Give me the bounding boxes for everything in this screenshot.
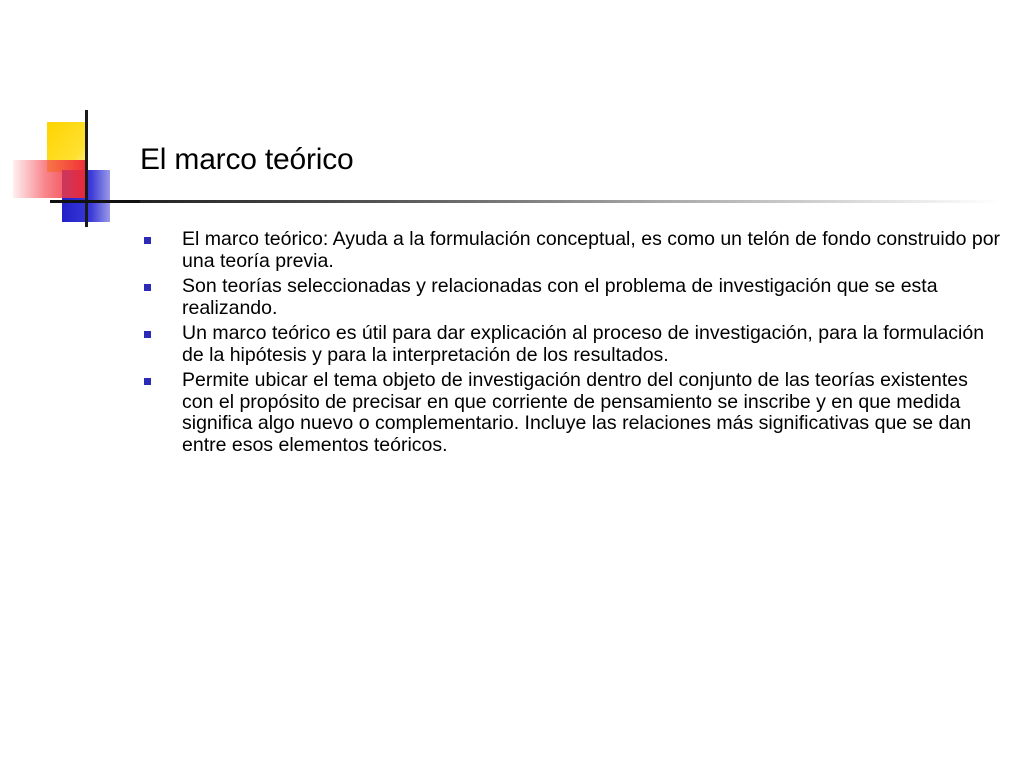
bullet-text: Son teorías seleccionadas y relacionadas con el problema de investigación que se esta realizando.: [182, 275, 938, 319]
list-item: [142, 229, 1002, 272]
square-bullet-icon: [144, 284, 151, 291]
square-bullet-icon: [144, 331, 151, 338]
title-underline: [50, 200, 1000, 203]
bullet-text: Permite ubicar el tema objeto de investigación dentro del conjunto de las teorías existentes con el propósito de precisar en que corriente de pensamiento se inscribe y en que medida significa algo nuevo o complementario. Incluye las relaciones más significativas que se dan entre esos elementos teóricos.: [182, 369, 972, 456]
title-underline-solid: [50, 200, 140, 203]
square-bullet-icon: [144, 237, 151, 244]
square-bullet-icon: [144, 378, 151, 385]
bullet-list: [142, 229, 1002, 460]
decorative-red-square: [13, 160, 85, 198]
list-item: [142, 276, 1002, 319]
bullet-text: Un marco teórico es útil para dar explicación al proceso de investigación, para la formulación de la hipótesis y para la interpretación de los resultados.: [182, 322, 985, 366]
bullet-text: El marco teórico: Ayuda a la formulación conceptual, es como un telón de fondo construido por una teoría previa.: [182, 228, 1001, 272]
decorative-vertical-line: [85, 110, 88, 227]
slide-title: El marco teórico: [140, 143, 354, 176]
list-item: [142, 370, 1002, 456]
list-item: [142, 323, 1002, 366]
